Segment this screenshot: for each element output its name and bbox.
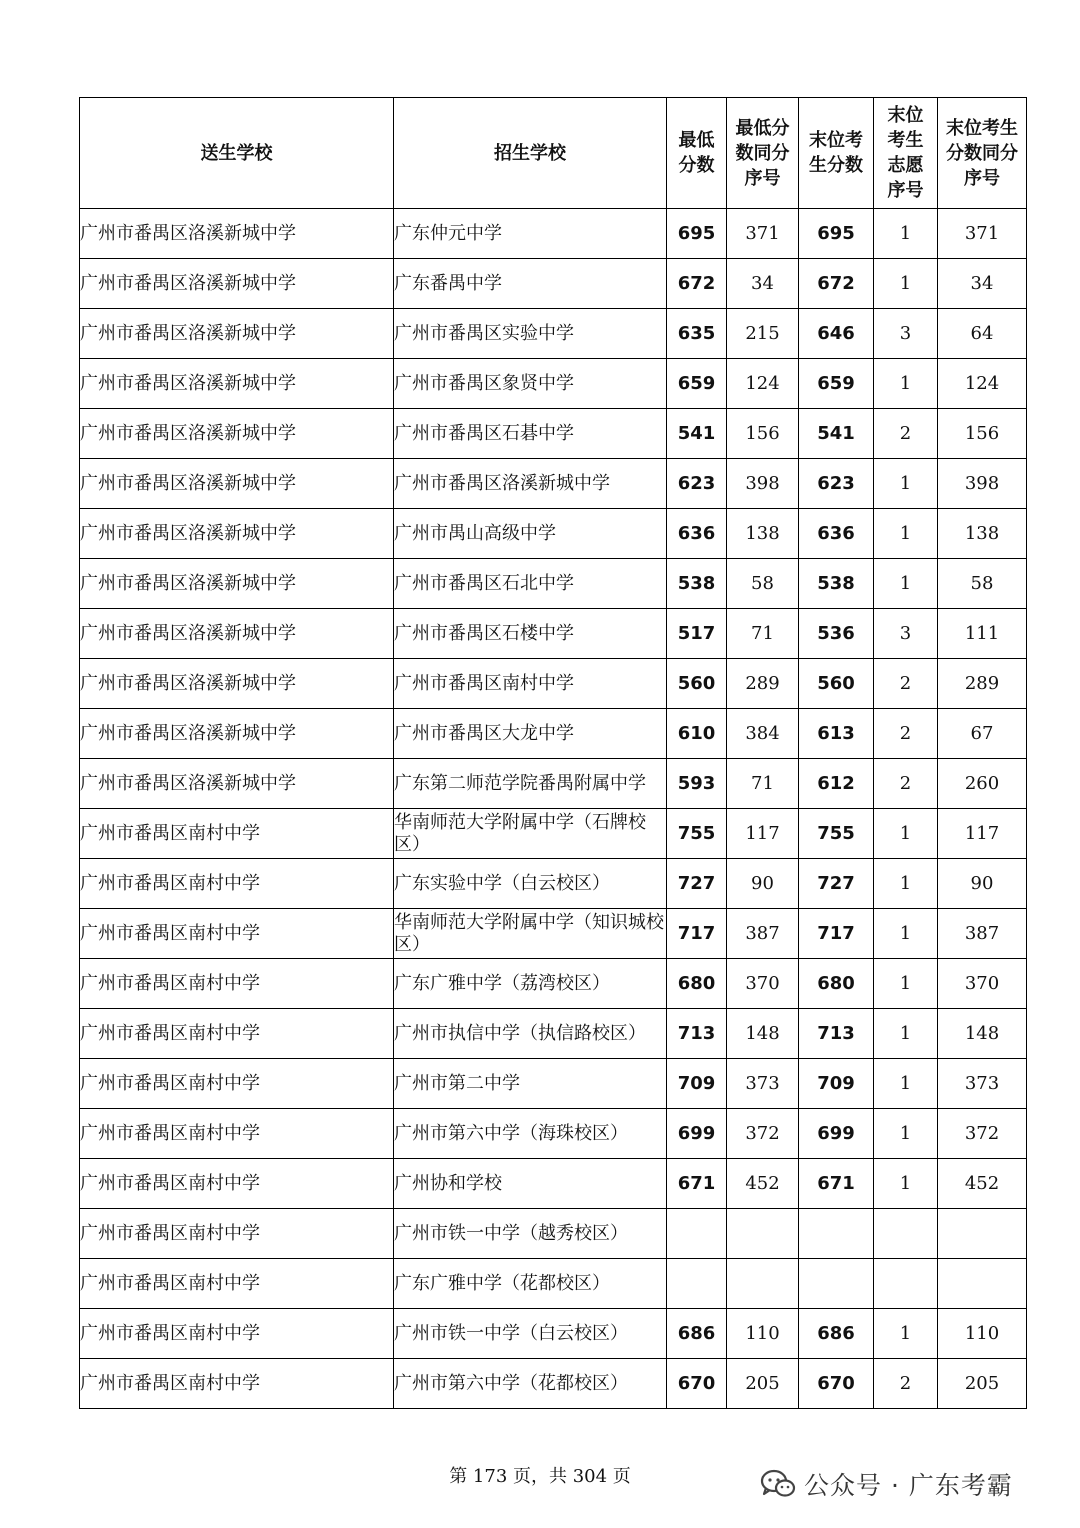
last-choice-no-cell: 1	[874, 509, 938, 559]
table-row	[80, 1259, 1027, 1309]
last-choice-no-cell: 1	[874, 459, 938, 509]
sending-school-cell: 广州市番禺区洛溪新城中学	[80, 559, 394, 609]
admitting-school-cell: 广州市番禺区石楼中学	[394, 609, 667, 659]
last-score-cell: 612	[799, 759, 874, 809]
last-score-rank-cell: 111	[938, 609, 1027, 659]
min-score-cell: 541	[667, 409, 727, 459]
table-row	[80, 759, 1027, 809]
last-score-cell: 717	[799, 909, 874, 959]
last-choice-no-cell: 1	[874, 809, 938, 859]
admitting-school-cell: 广州市禺山高级中学	[394, 509, 667, 559]
min-score-rank-cell: 156	[727, 409, 799, 459]
admitting-school-cell: 广东广雅中学（花都校区）	[394, 1259, 667, 1309]
sending-school-cell: 广州市番禺区洛溪新城中学	[80, 209, 394, 259]
table-row	[80, 1209, 1027, 1259]
min-score-cell	[667, 1209, 727, 1259]
sending-school-cell: 广州市番禺区南村中学	[80, 1309, 394, 1359]
admitting-school-cell: 广东广雅中学（荔湾校区）	[394, 959, 667, 1009]
min-score-rank-cell: 370	[727, 959, 799, 1009]
last-score-rank-cell: 64	[938, 309, 1027, 359]
last-choice-no-cell: 2	[874, 759, 938, 809]
sending-school-cell: 广州市番禺区洛溪新城中学	[80, 609, 394, 659]
sending-school-cell: 广州市番禺区洛溪新城中学	[80, 509, 394, 559]
min-score-rank-cell: 34	[727, 259, 799, 309]
table-row	[80, 1109, 1027, 1159]
min-score-cell: 727	[667, 859, 727, 909]
admitting-school-cell: 广东番禺中学	[394, 259, 667, 309]
last-score-rank-cell: 148	[938, 1009, 1027, 1059]
table-row	[80, 209, 1027, 259]
min-score-cell: 680	[667, 959, 727, 1009]
sending-school-cell: 广州市番禺区南村中学	[80, 1359, 394, 1409]
min-score-rank-cell: 117	[727, 809, 799, 859]
min-score-rank-cell: 124	[727, 359, 799, 409]
last-choice-no-cell: 1	[874, 359, 938, 409]
min-score-rank-cell: 71	[727, 759, 799, 809]
last-score-rank-cell: 124	[938, 359, 1027, 409]
min-score-cell: 709	[667, 1059, 727, 1109]
min-score-rank-cell: 110	[727, 1309, 799, 1359]
last-choice-no-cell: 1	[874, 1109, 938, 1159]
last-score-rank-cell: 373	[938, 1059, 1027, 1109]
last-choice-no-cell: 1	[874, 859, 938, 909]
sending-school-cell: 广州市番禺区南村中学	[80, 1059, 394, 1109]
min-score-cell: 560	[667, 659, 727, 709]
min-score-cell: 593	[667, 759, 727, 809]
last-score-cell: 755	[799, 809, 874, 859]
last-choice-no-cell: 1	[874, 209, 938, 259]
last-score-cell: 680	[799, 959, 874, 1009]
table-row	[80, 559, 1027, 609]
admitting-school-cell: 广州市番禺区石北中学	[394, 559, 667, 609]
table-row	[80, 509, 1027, 559]
min-score-rank-cell: 372	[727, 1109, 799, 1159]
last-score-cell: 713	[799, 1009, 874, 1059]
last-score-cell: 670	[799, 1359, 874, 1409]
last-score-rank-cell: 205	[938, 1359, 1027, 1409]
last-choice-no-cell: 1	[874, 1159, 938, 1209]
table-row	[80, 859, 1027, 909]
admitting-school-cell: 广州市执信中学（执信路校区）	[394, 1009, 667, 1059]
last-score-rank-cell: 90	[938, 859, 1027, 909]
min-score-rank-cell: 384	[727, 709, 799, 759]
table-row	[80, 709, 1027, 759]
table-row	[80, 809, 1027, 859]
min-score-rank-cell: 58	[727, 559, 799, 609]
watermark-text: 公众号 · 广东考霸	[804, 1471, 1013, 1500]
last-score-cell	[799, 1209, 874, 1259]
table-row	[80, 409, 1027, 459]
min-score-cell: 686	[667, 1309, 727, 1359]
last-score-rank-cell: 58	[938, 559, 1027, 609]
last-choice-no-cell: 1	[874, 1009, 938, 1059]
sending-school-cell: 广州市番禺区洛溪新城中学	[80, 709, 394, 759]
table-row	[80, 309, 1027, 359]
last-score-rank-cell: 398	[938, 459, 1027, 509]
last-choice-no-cell	[874, 1209, 938, 1259]
admitting-school-cell: 广州市第二中学	[394, 1059, 667, 1109]
sending-school-cell: 广州市番禺区洛溪新城中学	[80, 359, 394, 409]
min-score-rank-cell: 387	[727, 909, 799, 959]
last-choice-no-cell: 1	[874, 909, 938, 959]
min-score-cell: 671	[667, 1159, 727, 1209]
min-score-rank-cell: 148	[727, 1009, 799, 1059]
last-choice-no-cell	[874, 1259, 938, 1309]
last-choice-no-cell: 2	[874, 709, 938, 759]
last-choice-no-cell: 1	[874, 559, 938, 609]
last-score-rank-cell: 67	[938, 709, 1027, 759]
table-body	[80, 209, 1027, 1409]
last-score-rank-cell	[938, 1209, 1027, 1259]
last-score-cell: 686	[799, 1309, 874, 1359]
last-score-rank-cell: 289	[938, 659, 1027, 709]
table-row	[80, 459, 1027, 509]
min-score-cell: 755	[667, 809, 727, 859]
last-choice-no-cell: 3	[874, 309, 938, 359]
min-score-rank-cell: 71	[727, 609, 799, 659]
admitting-school-cell: 广东仲元中学	[394, 209, 667, 259]
min-score-cell: 713	[667, 1009, 727, 1059]
header-last-choice-no: 末位 考生 志愿 序号	[874, 98, 938, 209]
table-row	[80, 959, 1027, 1009]
last-score-cell: 613	[799, 709, 874, 759]
admitting-school-cell: 广州市番禺区洛溪新城中学	[394, 459, 667, 509]
watermark	[760, 1466, 1013, 1502]
min-score-cell	[667, 1259, 727, 1309]
sending-school-cell: 广州市番禺区南村中学	[80, 909, 394, 959]
table-row	[80, 359, 1027, 409]
sending-school-cell: 广州市番禺区南村中学	[80, 809, 394, 859]
last-score-cell: 699	[799, 1109, 874, 1159]
min-score-cell: 659	[667, 359, 727, 409]
admitting-school-cell: 广州市铁一中学（白云校区）	[394, 1309, 667, 1359]
table-row	[80, 659, 1027, 709]
header-min-score: 最低 分数	[667, 98, 727, 209]
sending-school-cell: 广州市番禺区南村中学	[80, 1209, 394, 1259]
sending-school-cell: 广州市番禺区洛溪新城中学	[80, 459, 394, 509]
sending-school-cell: 广州市番禺区洛溪新城中学	[80, 309, 394, 359]
last-choice-no-cell: 2	[874, 409, 938, 459]
min-score-cell: 623	[667, 459, 727, 509]
min-score-rank-cell: 373	[727, 1059, 799, 1109]
sending-school-cell: 广州市番禺区南村中学	[80, 1259, 394, 1309]
last-score-cell: 709	[799, 1059, 874, 1109]
last-choice-no-cell: 1	[874, 959, 938, 1009]
header-admitting-school: 招生学校	[394, 98, 667, 209]
min-score-rank-cell: 371	[727, 209, 799, 259]
admitting-school-cell: 广东第二师范学院番禺附属中学	[394, 759, 667, 809]
last-score-rank-cell: 138	[938, 509, 1027, 559]
admitting-school-cell: 广州市番禺区象贤中学	[394, 359, 667, 409]
min-score-rank-cell	[727, 1259, 799, 1309]
last-score-cell	[799, 1259, 874, 1309]
last-choice-no-cell: 1	[874, 259, 938, 309]
sending-school-cell: 广州市番禺区南村中学	[80, 1009, 394, 1059]
wechat-icon	[760, 1469, 796, 1499]
min-score-cell: 699	[667, 1109, 727, 1159]
min-score-cell: 695	[667, 209, 727, 259]
last-score-cell: 672	[799, 259, 874, 309]
min-score-cell: 538	[667, 559, 727, 609]
sending-school-cell: 广州市番禺区南村中学	[80, 1159, 394, 1209]
last-score-rank-cell: 452	[938, 1159, 1027, 1209]
sending-school-cell: 广州市番禺区洛溪新城中学	[80, 759, 394, 809]
sending-school-cell: 广州市番禺区洛溪新城中学	[80, 259, 394, 309]
min-score-cell: 517	[667, 609, 727, 659]
last-choice-no-cell: 1	[874, 1059, 938, 1109]
admitting-school-cell: 广州市铁一中学（越秀校区）	[394, 1209, 667, 1259]
last-score-cell: 695	[799, 209, 874, 259]
admitting-school-cell: 广州市番禺区石碁中学	[394, 409, 667, 459]
admission-score-table	[79, 97, 1027, 1409]
min-score-cell: 635	[667, 309, 727, 359]
table-row	[80, 909, 1027, 959]
last-score-cell: 636	[799, 509, 874, 559]
table-row	[80, 259, 1027, 309]
table-row	[80, 1159, 1027, 1209]
header-last-score-rank: 末位考生 分数同分 序号	[938, 98, 1027, 209]
min-score-cell: 610	[667, 709, 727, 759]
sending-school-cell: 广州市番禺区南村中学	[80, 859, 394, 909]
admitting-school-cell: 广州市番禺区大龙中学	[394, 709, 667, 759]
admitting-school-cell: 华南师范大学附属中学（石牌校区）	[394, 809, 667, 859]
sending-school-cell: 广州市番禺区洛溪新城中学	[80, 409, 394, 459]
last-score-rank-cell: 110	[938, 1309, 1027, 1359]
last-score-rank-cell: 372	[938, 1109, 1027, 1159]
sending-school-cell: 广州市番禺区洛溪新城中学	[80, 659, 394, 709]
table-row	[80, 1309, 1027, 1359]
last-score-rank-cell: 156	[938, 409, 1027, 459]
last-score-cell: 536	[799, 609, 874, 659]
last-score-cell: 659	[799, 359, 874, 409]
last-score-rank-cell: 370	[938, 959, 1027, 1009]
admitting-school-cell: 广州协和学校	[394, 1159, 667, 1209]
last-score-cell: 560	[799, 659, 874, 709]
min-score-rank-cell: 452	[727, 1159, 799, 1209]
last-score-rank-cell: 260	[938, 759, 1027, 809]
min-score-cell: 717	[667, 909, 727, 959]
last-choice-no-cell: 2	[874, 659, 938, 709]
last-score-rank-cell: 34	[938, 259, 1027, 309]
header-sending-school: 送生学校	[80, 98, 394, 209]
admitting-school-cell: 华南师范大学附属中学（知识城校区）	[394, 909, 667, 959]
sending-school-cell: 广州市番禺区南村中学	[80, 1109, 394, 1159]
page-number: 第 173 页，共 304 页	[449, 1466, 631, 1487]
header-last-score: 末位考 生分数	[799, 98, 874, 209]
admitting-school-cell: 广州市番禺区南村中学	[394, 659, 667, 709]
last-score-rank-cell	[938, 1259, 1027, 1309]
table-row	[80, 1359, 1027, 1409]
min-score-rank-cell: 205	[727, 1359, 799, 1409]
admitting-school-cell: 广州市第六中学（海珠校区）	[394, 1109, 667, 1159]
admitting-school-cell: 广东实验中学（白云校区）	[394, 859, 667, 909]
admitting-school-cell: 广州市番禺区实验中学	[394, 309, 667, 359]
last-choice-no-cell: 3	[874, 609, 938, 659]
min-score-rank-cell	[727, 1209, 799, 1259]
table-header-row	[80, 98, 1027, 209]
header-min-score-rank: 最低分 数同分 序号	[727, 98, 799, 209]
min-score-rank-cell: 90	[727, 859, 799, 909]
last-score-cell: 727	[799, 859, 874, 909]
last-choice-no-cell: 2	[874, 1359, 938, 1409]
min-score-cell: 670	[667, 1359, 727, 1409]
last-score-rank-cell: 387	[938, 909, 1027, 959]
sending-school-cell: 广州市番禺区南村中学	[80, 959, 394, 1009]
last-score-rank-cell: 117	[938, 809, 1027, 859]
min-score-cell: 636	[667, 509, 727, 559]
min-score-rank-cell: 289	[727, 659, 799, 709]
admitting-school-cell: 广州市第六中学（花都校区）	[394, 1359, 667, 1409]
last-score-cell: 623	[799, 459, 874, 509]
last-score-cell: 541	[799, 409, 874, 459]
last-choice-no-cell: 1	[874, 1309, 938, 1359]
table-row	[80, 1059, 1027, 1109]
last-score-cell: 671	[799, 1159, 874, 1209]
last-score-cell: 538	[799, 559, 874, 609]
min-score-rank-cell: 215	[727, 309, 799, 359]
min-score-cell: 672	[667, 259, 727, 309]
min-score-rank-cell: 138	[727, 509, 799, 559]
last-score-cell: 646	[799, 309, 874, 359]
min-score-rank-cell: 398	[727, 459, 799, 509]
last-score-rank-cell: 371	[938, 209, 1027, 259]
table-row	[80, 1009, 1027, 1059]
table-row	[80, 609, 1027, 659]
